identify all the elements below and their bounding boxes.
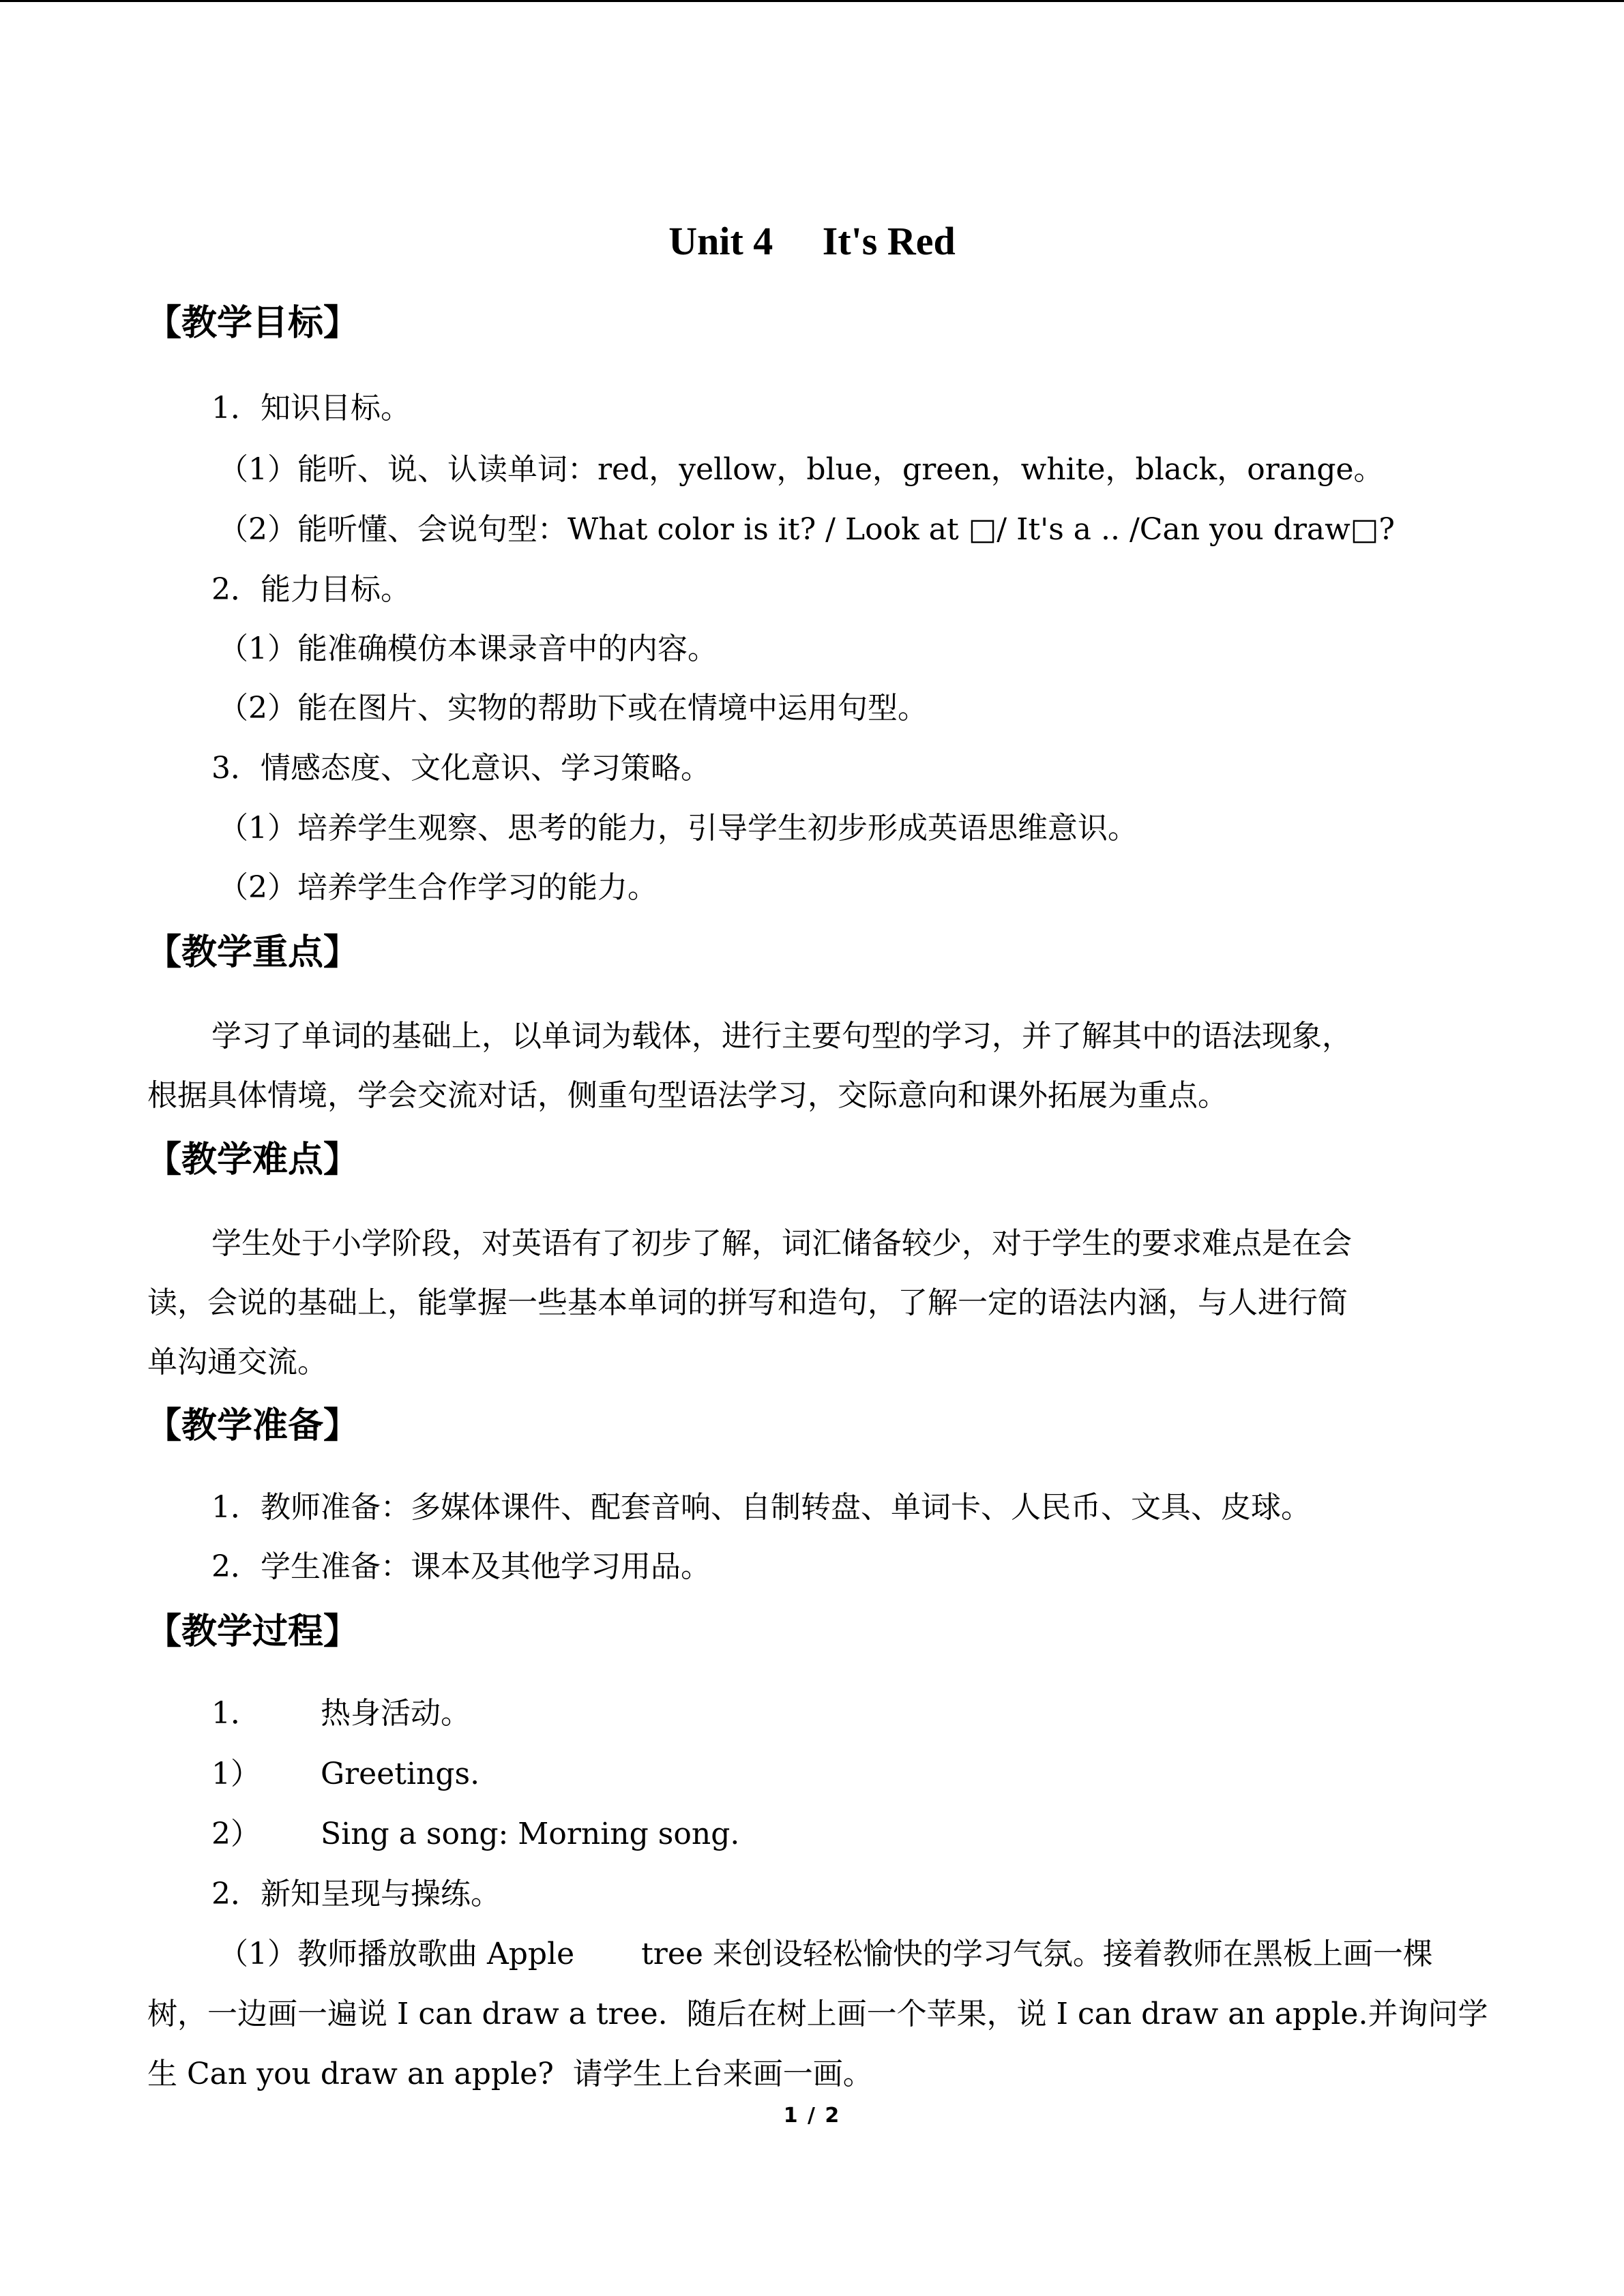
document-title: Unit 4 It's Red: [668, 219, 956, 263]
section-heading-key-points: 【教学重点】: [146, 932, 359, 973]
process-step-number: 2）: [211, 1817, 261, 1851]
process-paragraph-line: （1）教师播放歌曲 Apple tree 来创设轻松愉快的学习气氛。接着教师在黑板上画一棵: [218, 1937, 1433, 1971]
key-points-paragraph-line: 学习了单词的基础上，以单词为载体，进行主要句型的学习，并了解其中的语法现象，: [211, 1019, 1352, 1054]
process-paragraph-line: 树，一边画一遍说 I can draw a tree. 随后在树上画一个苹果，说 I can draw an apple.并询问学: [147, 1997, 1488, 2031]
process-step-text: 热身活动。: [321, 1696, 471, 1731]
objective-item: 2．能力目标。: [211, 572, 411, 607]
top-border-rule: [0, 0, 1624, 2]
preparation-item: 1．教师准备：多媒体课件、配套音响、自制转盘、单词卡、人民币、文具、皮球。: [211, 1490, 1311, 1525]
objective-item: （2）能在图片、实物的帮助下或在情境中运用句型。: [218, 691, 928, 726]
section-heading-objectives: 【教学目标】: [146, 303, 359, 344]
key-points-paragraph-line: 根据具体情境，学会交流对话，侧重句型语法学习，交际意向和课外拓展为重点。: [147, 1078, 1228, 1113]
process-step-text: Greetings.: [321, 1757, 480, 1791]
process-step-text: Sing a song: Morning song.: [321, 1817, 740, 1851]
objective-item: （1）能准确模仿本课录音中的内容。: [218, 631, 718, 666]
section-heading-process: 【教学过程】: [146, 1611, 359, 1652]
process-step-number: 1．: [211, 1696, 261, 1731]
difficulties-paragraph-line: 学生处于小学阶段，对英语有了初步了解，词汇储备较少，对于学生的要求难点是在会: [211, 1226, 1352, 1261]
process-step-number: 1）: [211, 1757, 261, 1791]
difficulties-paragraph-line: 读，会说的基础上，能掌握一些基本单词的拼写和造句，了解一定的语法内涵，与人进行简: [147, 1285, 1348, 1320]
difficulties-paragraph-line: 单沟通交流。: [147, 1345, 327, 1380]
page-number: 1 / 2: [783, 2104, 841, 2128]
objective-item: （2）能听懂、会说句型：What color is it? / Look at □/ It's a .. /Can you draw□?: [218, 512, 1395, 547]
process-step: [211, 1751, 1624, 1798]
process-new-knowledge: 2．新知呈现与操练。: [211, 1877, 501, 1911]
objective-item: 1．知识目标。: [211, 391, 411, 426]
objective-item: （1）能听、说、认读单词：red，yellow，blue，green，white，black，orange。: [218, 452, 1384, 487]
process-step: [211, 1811, 1624, 1858]
section-heading-preparation: 【教学准备】: [146, 1405, 359, 1446]
process-paragraph-line: 生 Can you draw an apple? 请学生上台来画一画。: [147, 2057, 873, 2091]
objective-item: 3．情感态度、文化意识、学习策略。: [211, 751, 711, 786]
preparation-item: 2．学生准备：课本及其他学习用品。: [211, 1549, 711, 1584]
objective-item: （1）培养学生观察、思考的能力，引导学生初步形成英语思维意识。: [218, 811, 1138, 846]
section-heading-difficulties: 【教学难点】: [146, 1139, 359, 1180]
objective-item: （2）培养学生合作学习的能力。: [218, 870, 658, 905]
process-step: [211, 1690, 1624, 1737]
